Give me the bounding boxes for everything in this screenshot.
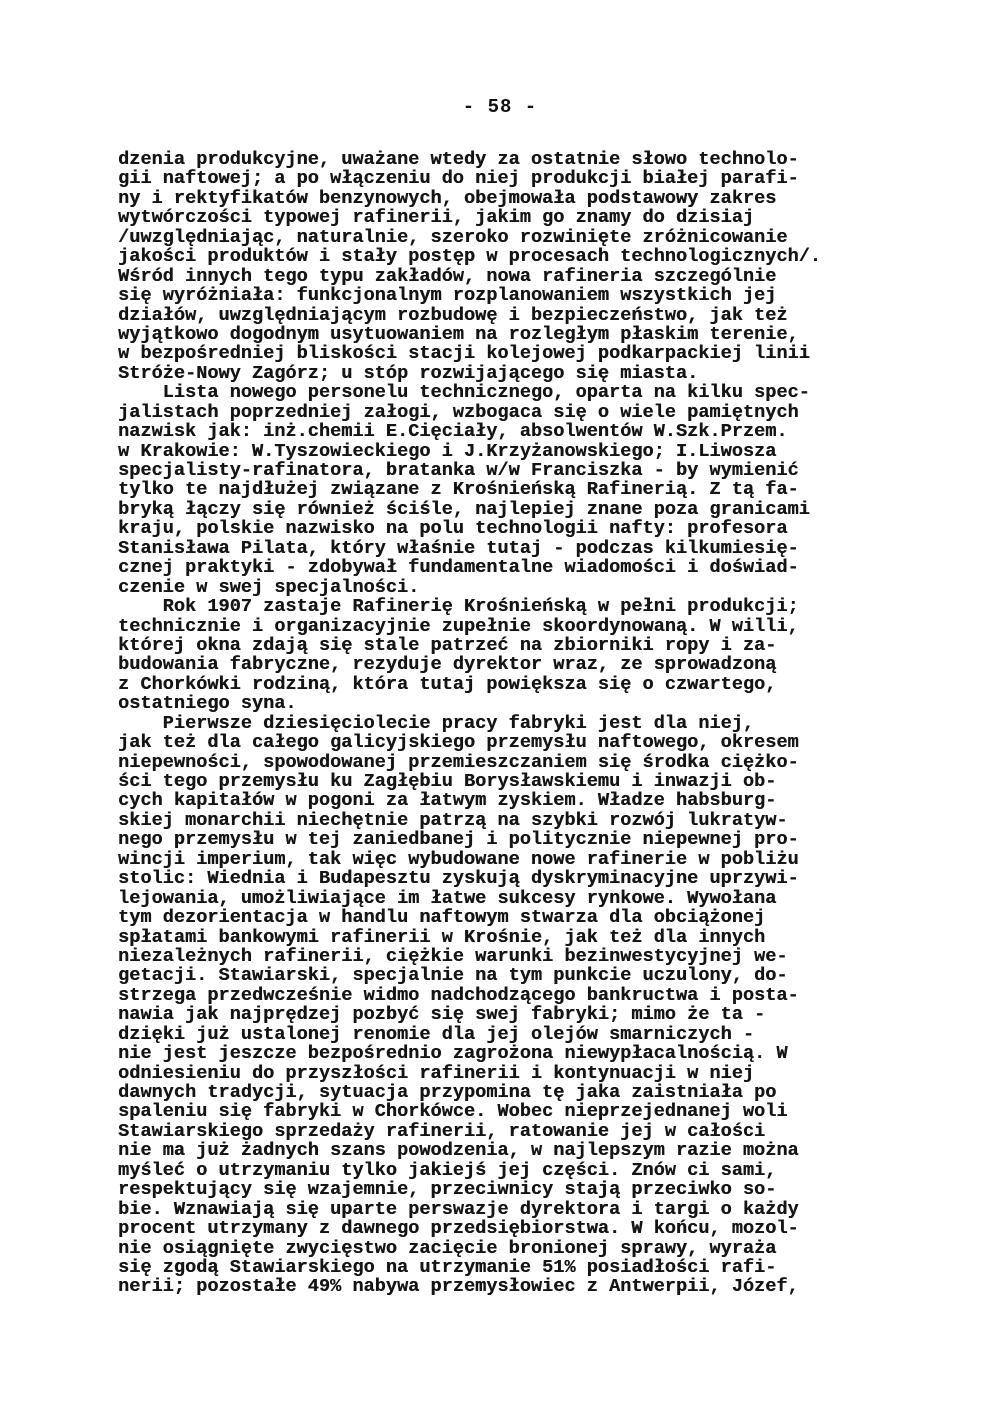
text-line: wytwórczości typowej rafinerii, jakim go znamy do dzisiaj [118,207,755,229]
text-line: nie ma już żadnych szans powodzenia, w najlepszym razie można [118,1140,799,1162]
text-line: wincji imperium, tak więc wybudowane nowe rafinerie w pobliżu [118,848,799,870]
text-line: jak też dla całego galicyjskiego przemysłu naftowego, okresem [118,732,799,754]
text-line: Wśród innych tego typu zakładów, nowa rafineria szczególnie [118,265,777,287]
text-line: działów, uwzględniającym rozbudowę i bezpieczeństwo, jak też [118,304,788,326]
text-line: dawnych tradycji, sytuacja przypomina tę jaka zaistniała po [118,1082,777,1103]
text-line: Rok 1907 zastaje Rafinerię Krośnieńską w pełni produkcji; [118,596,799,618]
text-line: niezależnych rafinerii, ciężkie warunki bezinwestycyjnej we- [118,945,788,967]
text-line: nerii; pozostałe 49% nabywa przemysłowiec z Antwerpii, Józef, [118,1276,799,1298]
text-line: wyjątkowo dogodnym usytuowaniem na rozległym płaskim terenie, [118,323,799,345]
text-line: ści tego przemysłu ku Zagłębiu Borysławskiemu i inwazji ob- [118,771,777,792]
text-line: cznej praktyki - zdobywał fundamentalne wiadomości i doświad- [118,557,799,579]
text-line: nazwisk jak: inż.chemii E.Cięciały, absolwentów W.Szk.Przem. [118,421,788,443]
text-line: gii naftowej; a po włączeniu do niej produkcji białej parafi- [118,168,799,190]
text-line: nie osiągnięte zwycięstwo zacięcie bronionej sprawy, wyraża [118,1237,777,1259]
text-line: myśleć o utrzymaniu tylko jakiejś jej części. Znów ci sami, [118,1159,777,1181]
text-line: niepewności, spowodowanej przemieszczaniem się środka ciężko- [118,751,799,773]
text-line: ostatniego syna. [118,693,297,715]
text-line: dzięki już ustalonej renomie dla jej olejów smarniczych - [118,1023,755,1045]
text-line: ny i rektyfikatów benzynowych, obejmowała podstawowy zakres [118,187,777,209]
text-line: skiej monarchii niechętnie patrzą na szybki rozwój lukratyw- [118,809,788,831]
text-line: Stanisława Pilata, który właśnie tutaj - podczas kilkumiesię- [118,537,799,559]
text-line: strzega przedwcześnie widmo nadchodzącego bankructwa i posta- [118,984,799,1006]
text-line: respektujący się wzajemnie, przeciwnicy stają przeciwko so- [118,1179,777,1201]
text-line: Lista nowego personelu technicznego, oparta na kilku spec- [118,382,810,404]
text-line: tym dezorientacja w handlu naftowym stwarza dla obciążonej [118,907,766,929]
body-text [118,150,908,1297]
text-line: spaleniu się fabryki w Chorkówce. Wobec nieprzejednanej woli [118,1101,788,1123]
text-line: Stawiarskiego sprzedaży rafinerii, ratowanie jej w całości [118,1120,766,1142]
text-line: bie. Wznawiają się uparte perswazje dyrektora i targi o każdy [118,1198,799,1220]
text-line: /uwzględniając, naturalnie, szeroko rozwinięte zróżnicowanie [118,226,788,248]
text-line: z Chorkówki rodziną, która tutaj powiększa się o czwartego, [118,673,777,695]
text-line: nego przemysłu w tej zaniedbanej i politycznie niepewnej pro- [118,829,799,851]
text-line: odniesieniu do przyszłości rafinerii i kontynuacji w niej [118,1062,755,1084]
text-line: procent utrzymany z dawnego przedsiębiorstwa. W końcu, mozol- [118,1218,799,1240]
text-line: bryką łączy się również ściśle, najlepiej znane poza granicami [118,498,810,520]
text-line: kraju, polskie nazwisko na polu technologii nafty: profesora [118,518,788,540]
text-line: tylko te najdłużej związane z Krośnieńską Rafinerią. Z tą fa- [118,479,799,501]
page-number: - 58 - [462,96,538,118]
text-line: budowania fabryczne, rezyduje dyrektor wraz, ze sprowadzoną [118,654,777,676]
text-line: dzenia produkcyjne, uważane wtedy za ostatnie słowo technolo- [118,149,799,170]
text-line: technicznie i organizacyjnie zupełnie skoordynowaną. W willi, [118,615,799,637]
text-line: nawia jak najprędzej pozbyć się swej fabryki; mimo że ta - [118,1004,766,1026]
text-line: Stróże-Nowy Zagórz; u stóp rozwijającego się miasta. [118,362,699,384]
text-line: nie jest jeszcze bezpośrednio zagrożona niewypłacalnością. W [118,1043,788,1065]
text-line: specjalisty-rafinatora, bratanka w/w Franciszka - by wymienić [118,460,799,481]
text-line: której okna zdają się stale patrzeć na zbiorniki ropy i za- [118,634,777,656]
text-line: jakości produktów i stały postęp w procesach technologicznych/. [118,246,821,268]
text-line: getacji. Stawiarski, specjalnie na tym punkcie uczulony, do- [118,965,788,987]
text-line: czenie w swej specjalności. [118,576,420,598]
text-line: Pierwsze dziesięciolecie pracy fabryki jest dla niej, [118,712,755,734]
text-line: lejowania, umożliwiające im łatwe sukcesy rynkowe. Wywołana [118,887,777,909]
text-line: się wyróżniała: funkcjonalnym rozplanowaniem wszystkich jej [118,285,777,307]
text-line: się zgodą Stawiarskiego na utrzymanie 51% posiadłości rafi- [118,1256,777,1278]
text-line: w Krakowie: W.Tyszowieckiego i J.Krzyżanowskiego; I.Liwosza [118,440,777,462]
text-line: spłatami bankowymi rafinerii w Krośnie, jak też dla innych [118,926,766,948]
text-line: jalistach poprzedniej załogi, wzbogaca się o wiele pamiętnych [118,401,799,423]
text-line: stolic: Wiednia i Budapesztu zyskują dyskryminacyjne uprzywi- [118,868,799,890]
text-line: w bezpośredniej bliskości stacji kolejowej podkarpackiej linii [118,343,810,365]
text-line: cych kapitałów w pogoni za łatwym zyskiem. Władze habsburg- [118,790,777,812]
